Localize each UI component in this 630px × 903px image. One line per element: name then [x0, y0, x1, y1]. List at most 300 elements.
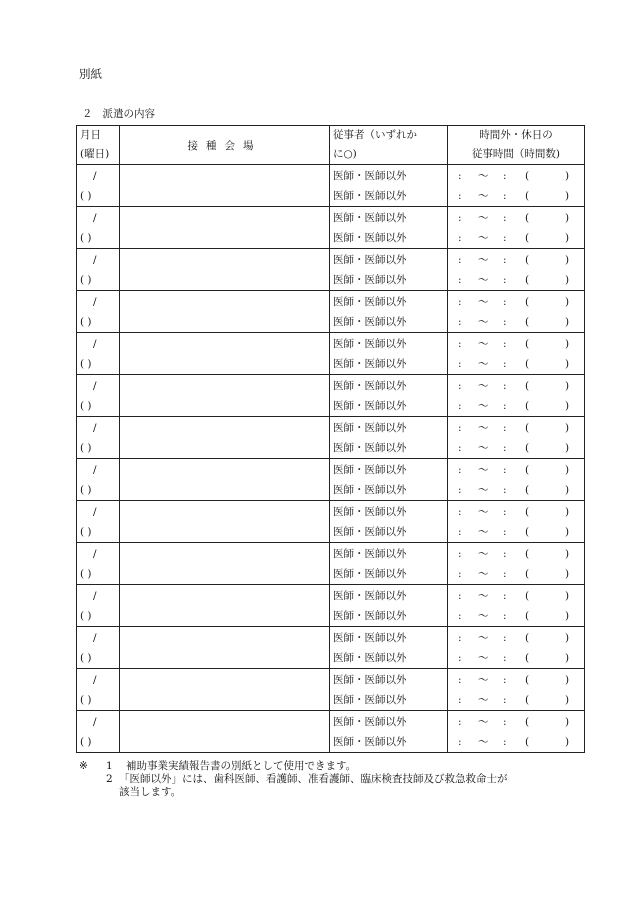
time-line — [448, 312, 584, 332]
tilde: 〜 — [478, 379, 489, 392]
date-cell[interactable] — [77, 249, 120, 291]
date-slash: / — [93, 337, 97, 350]
open-paren: ( — [525, 547, 530, 560]
time-line — [448, 502, 584, 522]
dispatch-table — [76, 125, 585, 753]
colon: : — [458, 315, 462, 328]
open-paren: ( — [525, 337, 530, 350]
open-paren: ( — [525, 589, 530, 602]
colon: : — [503, 735, 507, 748]
staff-option-doctor-select[interactable]: 医師・医師以外 — [333, 421, 407, 434]
time-cell[interactable] — [448, 207, 585, 249]
colon: : — [458, 295, 462, 308]
time-line — [448, 418, 584, 438]
close-paren: ) — [565, 337, 570, 350]
colon: : — [503, 651, 507, 664]
venue-cell[interactable] — [120, 249, 330, 291]
table-row — [77, 375, 585, 417]
venue-cell[interactable] — [120, 711, 330, 753]
colon: : — [458, 715, 462, 728]
tilde: 〜 — [478, 525, 489, 538]
weekday-paren: ( ) — [80, 441, 92, 454]
colon: : — [503, 483, 507, 496]
tilde: 〜 — [478, 315, 489, 328]
close-paren: ) — [565, 651, 570, 664]
open-paren: ( — [525, 673, 530, 686]
venue-cell[interactable] — [120, 627, 330, 669]
staff-cell — [330, 459, 448, 501]
table-row — [77, 585, 585, 627]
venue-cell[interactable] — [120, 669, 330, 711]
header-date-line2: (曜日) — [80, 148, 110, 160]
staff-option-other-select[interactable]: 医師・医師以外 — [333, 231, 407, 244]
colon: : — [503, 253, 507, 266]
colon: : — [503, 673, 507, 686]
tilde: 〜 — [478, 715, 489, 728]
colon: : — [458, 379, 462, 392]
date-slash: / — [93, 169, 97, 182]
staff-cell — [330, 375, 448, 417]
colon: : — [503, 211, 507, 224]
close-paren: ) — [565, 589, 570, 602]
time-line — [448, 522, 584, 542]
weekday-paren: ( ) — [80, 315, 92, 328]
staff-option-other-select[interactable]: 医師・医師以外 — [333, 609, 407, 622]
time-cell[interactable] — [448, 417, 585, 459]
header-venue: 接種会場 — [120, 126, 330, 165]
weekday-paren: ( ) — [80, 189, 92, 202]
staff-option-doctor-select[interactable]: 医師・医師以外 — [333, 169, 407, 182]
close-paren: ) — [565, 609, 570, 622]
notes — [79, 760, 579, 799]
close-paren: ) — [565, 295, 570, 308]
note-2-continuation — [79, 786, 579, 799]
close-paren: ) — [565, 211, 570, 224]
close-paren: ) — [565, 673, 570, 686]
table-row — [77, 249, 585, 291]
open-paren: ( — [525, 441, 530, 454]
colon: : — [458, 483, 462, 496]
time-cell[interactable] — [448, 165, 585, 207]
staff-cell — [330, 627, 448, 669]
staff-option-other-select[interactable]: 医師・医師以外 — [333, 651, 407, 664]
date-slash: / — [93, 211, 97, 224]
date-slash: / — [93, 463, 97, 476]
tilde: 〜 — [478, 357, 489, 370]
header-staff-line1: 従事者（いずれか — [333, 129, 417, 141]
staff-option-doctor-select[interactable]: 医師・医師以外 — [333, 463, 407, 476]
header-staff-line2: に○) — [333, 148, 357, 160]
time-cell[interactable] — [448, 375, 585, 417]
venue-cell[interactable] — [120, 459, 330, 501]
venue-cell[interactable] — [120, 501, 330, 543]
time-line — [448, 732, 584, 752]
open-paren: ( — [525, 273, 530, 286]
open-paren: ( — [525, 253, 530, 266]
colon: : — [458, 609, 462, 622]
staff-option-doctor-select[interactable]: 医師・医師以外 — [333, 253, 407, 266]
staff-option-other-select[interactable]: 医師・医師以外 — [333, 189, 407, 202]
staff-cell — [330, 417, 448, 459]
open-paren: ( — [525, 295, 530, 308]
colon: : — [458, 357, 462, 370]
time-line — [448, 250, 584, 270]
tilde: 〜 — [478, 295, 489, 308]
attachment-label: 別紙 — [79, 67, 102, 81]
venue-cell[interactable] — [120, 333, 330, 375]
table-row — [77, 333, 585, 375]
time-cell[interactable] — [448, 627, 585, 669]
time-cell[interactable] — [448, 459, 585, 501]
header-date-line1: 月日 — [80, 129, 101, 141]
table-row — [77, 627, 585, 669]
time-cell[interactable] — [448, 711, 585, 753]
close-paren: ) — [565, 357, 570, 370]
time-line — [448, 186, 584, 206]
table-row — [77, 417, 585, 459]
date-cell[interactable] — [77, 165, 120, 207]
venue-cell[interactable] — [120, 543, 330, 585]
date-slash: / — [93, 505, 97, 518]
section-number: ２ — [82, 108, 93, 120]
table-header-row — [77, 126, 585, 165]
close-paren: ) — [565, 399, 570, 412]
time-cell[interactable] — [448, 333, 585, 375]
staff-option-doctor-select[interactable]: 医師・医師以外 — [333, 337, 407, 350]
note-number: 2 — [106, 773, 113, 785]
note-text: 補助事業実績報告書の別紙として使用できます。 — [126, 760, 357, 772]
time-line — [448, 228, 584, 248]
tilde: 〜 — [478, 189, 489, 202]
colon: : — [503, 693, 507, 706]
date-cell[interactable] — [77, 459, 120, 501]
colon: : — [458, 463, 462, 476]
open-paren: ( — [525, 315, 530, 328]
date-cell[interactable] — [77, 207, 120, 249]
time-cell[interactable] — [448, 669, 585, 711]
tilde: 〜 — [478, 673, 489, 686]
time-line — [448, 648, 584, 668]
tilde: 〜 — [478, 169, 489, 182]
colon: : — [458, 673, 462, 686]
open-paren: ( — [525, 735, 530, 748]
table-row — [77, 669, 585, 711]
date-slash: / — [93, 547, 97, 560]
time-line — [448, 396, 584, 416]
tilde: 〜 — [478, 231, 489, 244]
time-cell[interactable] — [448, 501, 585, 543]
colon: : — [458, 253, 462, 266]
venue-cell[interactable] — [120, 585, 330, 627]
time-line — [448, 628, 584, 648]
staff-option-doctor-select[interactable]: 医師・医師以外 — [333, 379, 407, 392]
open-paren: ( — [525, 463, 530, 476]
tilde: 〜 — [478, 735, 489, 748]
tilde: 〜 — [478, 505, 489, 518]
staff-cell — [330, 543, 448, 585]
open-paren: ( — [525, 525, 530, 538]
colon: : — [458, 211, 462, 224]
table-row — [77, 543, 585, 585]
colon: : — [503, 589, 507, 602]
open-paren: ( — [525, 379, 530, 392]
date-slash: / — [93, 631, 97, 644]
open-paren: ( — [525, 211, 530, 224]
close-paren: ) — [565, 693, 570, 706]
date-slash: / — [93, 379, 97, 392]
colon: : — [503, 421, 507, 434]
open-paren: ( — [525, 357, 530, 370]
staff-option-doctor-select[interactable]: 医師・医師以外 — [333, 589, 407, 602]
colon: : — [458, 547, 462, 560]
staff-option-doctor-select[interactable]: 医師・医師以外 — [333, 295, 407, 308]
weekday-paren: ( ) — [80, 357, 92, 370]
weekday-paren: ( ) — [80, 609, 92, 622]
time-line — [448, 586, 584, 606]
time-line — [448, 208, 584, 228]
date-slash: / — [93, 589, 97, 602]
colon: : — [458, 693, 462, 706]
time-cell[interactable] — [448, 585, 585, 627]
table-row — [77, 291, 585, 333]
tilde: 〜 — [478, 463, 489, 476]
time-line — [448, 670, 584, 690]
colon: : — [458, 337, 462, 350]
staff-option-other-select[interactable]: 医師・医師以外 — [333, 273, 407, 286]
open-paren: ( — [525, 421, 530, 434]
open-paren: ( — [525, 567, 530, 580]
colon: : — [458, 505, 462, 518]
staff-option-other-select[interactable]: 医師・医師以外 — [333, 693, 407, 706]
colon: : — [458, 735, 462, 748]
tilde: 〜 — [478, 483, 489, 496]
staff-option-other-select[interactable]: 医師・医師以外 — [333, 357, 407, 370]
colon: : — [458, 421, 462, 434]
date-cell[interactable] — [77, 375, 120, 417]
date-cell[interactable] — [77, 627, 120, 669]
time-line — [448, 270, 584, 290]
tilde: 〜 — [478, 547, 489, 560]
time-line — [448, 376, 584, 396]
time-line — [448, 292, 584, 312]
venue-cell[interactable] — [120, 291, 330, 333]
date-cell[interactable] — [77, 543, 120, 585]
close-paren: ) — [565, 463, 570, 476]
time-line — [448, 480, 584, 500]
colon: : — [503, 567, 507, 580]
header-time-line2: 従事時間（時間数) — [471, 148, 561, 160]
date-cell[interactable] — [77, 291, 120, 333]
time-line — [448, 354, 584, 374]
staff-option-other-select[interactable]: 医師・医師以外 — [333, 441, 407, 454]
weekday-paren: ( ) — [80, 735, 92, 748]
tilde: 〜 — [478, 253, 489, 266]
weekday-paren: ( ) — [80, 651, 92, 664]
colon: : — [503, 399, 507, 412]
weekday-paren: ( ) — [80, 693, 92, 706]
note-text-continuation: 該当します。 — [119, 786, 182, 798]
tilde: 〜 — [478, 589, 489, 602]
close-paren: ) — [565, 483, 570, 496]
colon: : — [503, 231, 507, 244]
date-slash: / — [93, 295, 97, 308]
colon: : — [458, 525, 462, 538]
tilde: 〜 — [478, 609, 489, 622]
time-line — [448, 334, 584, 354]
note-2 — [79, 773, 579, 786]
colon: : — [503, 525, 507, 538]
date-cell[interactable] — [77, 711, 120, 753]
staff-cell — [330, 669, 448, 711]
close-paren: ) — [565, 715, 570, 728]
open-paren: ( — [525, 505, 530, 518]
colon: : — [458, 399, 462, 412]
time-cell[interactable] — [448, 291, 585, 333]
close-paren: ) — [565, 441, 570, 454]
colon: : — [503, 189, 507, 202]
weekday-paren: ( ) — [80, 399, 92, 412]
colon: : — [458, 651, 462, 664]
staff-cell — [330, 249, 448, 291]
tilde: 〜 — [478, 273, 489, 286]
close-paren: ) — [565, 231, 570, 244]
colon: : — [458, 231, 462, 244]
time-line — [448, 690, 584, 710]
note-mark: ※ — [79, 760, 88, 772]
date-cell[interactable] — [77, 585, 120, 627]
date-slash: / — [93, 673, 97, 686]
header-time-line1: 時間外・休日の — [479, 129, 553, 141]
date-slash: / — [93, 715, 97, 728]
staff-option-doctor-select[interactable]: 医師・医師以外 — [333, 715, 407, 728]
staff-option-other-select[interactable]: 医師・医師以外 — [333, 735, 407, 748]
colon: : — [458, 169, 462, 182]
table-row — [77, 501, 585, 543]
staff-cell — [330, 165, 448, 207]
tilde: 〜 — [478, 337, 489, 350]
staff-cell — [330, 291, 448, 333]
open-paren: ( — [525, 189, 530, 202]
open-paren: ( — [525, 651, 530, 664]
tilde: 〜 — [478, 211, 489, 224]
weekday-paren: ( ) — [80, 483, 92, 496]
staff-cell — [330, 585, 448, 627]
date-cell[interactable] — [77, 333, 120, 375]
weekday-paren: ( ) — [80, 525, 92, 538]
tilde: 〜 — [478, 567, 489, 580]
time-line — [448, 606, 584, 626]
staff-option-other-select[interactable]: 医師・医師以外 — [333, 315, 407, 328]
staff-option-doctor-select[interactable]: 医師・医師以外 — [333, 673, 407, 686]
colon: : — [458, 273, 462, 286]
colon: : — [503, 631, 507, 644]
close-paren: ) — [565, 421, 570, 434]
staff-option-doctor-select[interactable]: 医師・医師以外 — [333, 631, 407, 644]
date-cell[interactable] — [77, 417, 120, 459]
close-paren: ) — [565, 253, 570, 266]
colon: : — [503, 547, 507, 560]
close-paren: ) — [565, 547, 570, 560]
staff-option-other-select[interactable]: 医師・医師以外 — [333, 525, 407, 538]
open-paren: ( — [525, 399, 530, 412]
time-cell[interactable] — [448, 249, 585, 291]
time-cell[interactable] — [448, 543, 585, 585]
table-row — [77, 711, 585, 753]
close-paren: ) — [565, 169, 570, 182]
colon: : — [458, 441, 462, 454]
close-paren: ) — [565, 189, 570, 202]
colon: : — [503, 715, 507, 728]
colon: : — [503, 379, 507, 392]
note-1 — [79, 760, 579, 773]
venue-cell[interactable] — [120, 207, 330, 249]
colon: : — [503, 357, 507, 370]
staff-cell — [330, 333, 448, 375]
time-line — [448, 544, 584, 564]
date-cell[interactable] — [77, 669, 120, 711]
section-title: 派遣の内容 — [102, 108, 155, 120]
close-paren: ) — [565, 735, 570, 748]
close-paren: ) — [565, 505, 570, 518]
tilde: 〜 — [478, 441, 489, 454]
weekday-paren: ( ) — [80, 273, 92, 286]
open-paren: ( — [525, 483, 530, 496]
colon: : — [503, 315, 507, 328]
open-paren: ( — [525, 231, 530, 244]
tilde: 〜 — [478, 631, 489, 644]
tilde: 〜 — [478, 651, 489, 664]
section-heading — [82, 106, 155, 121]
weekday-paren: ( ) — [80, 231, 92, 244]
colon: : — [503, 463, 507, 476]
table-row — [77, 459, 585, 501]
date-cell[interactable] — [77, 501, 120, 543]
table-row — [77, 207, 585, 249]
open-paren: ( — [525, 169, 530, 182]
close-paren: ) — [565, 379, 570, 392]
header-staff — [330, 126, 448, 165]
date-slash: / — [93, 253, 97, 266]
staff-option-other-select[interactable]: 医師・医師以外 — [333, 399, 407, 412]
venue-cell[interactable] — [120, 417, 330, 459]
colon: : — [503, 505, 507, 518]
close-paren: ) — [565, 567, 570, 580]
open-paren: ( — [525, 631, 530, 644]
tilde: 〜 — [478, 693, 489, 706]
close-paren: ) — [565, 525, 570, 538]
close-paren: ) — [565, 315, 570, 328]
tilde: 〜 — [478, 421, 489, 434]
close-paren: ) — [565, 631, 570, 644]
time-line — [448, 712, 584, 732]
colon: : — [503, 337, 507, 350]
colon: : — [503, 169, 507, 182]
staff-option-doctor-select[interactable]: 医師・医師以外 — [333, 211, 407, 224]
open-paren: ( — [525, 609, 530, 622]
colon: : — [458, 589, 462, 602]
open-paren: ( — [525, 693, 530, 706]
colon: : — [458, 631, 462, 644]
staff-option-other-select[interactable]: 医師・医師以外 — [333, 483, 407, 496]
venue-cell[interactable] — [120, 375, 330, 417]
header-date — [77, 126, 120, 165]
colon: : — [503, 609, 507, 622]
staff-option-doctor-select[interactable]: 医師・医師以外 — [333, 547, 407, 560]
time-line — [448, 460, 584, 480]
venue-cell[interactable] — [120, 165, 330, 207]
staff-option-other-select[interactable]: 医師・医師以外 — [333, 567, 407, 580]
staff-option-doctor-select[interactable]: 医師・医師以外 — [333, 505, 407, 518]
